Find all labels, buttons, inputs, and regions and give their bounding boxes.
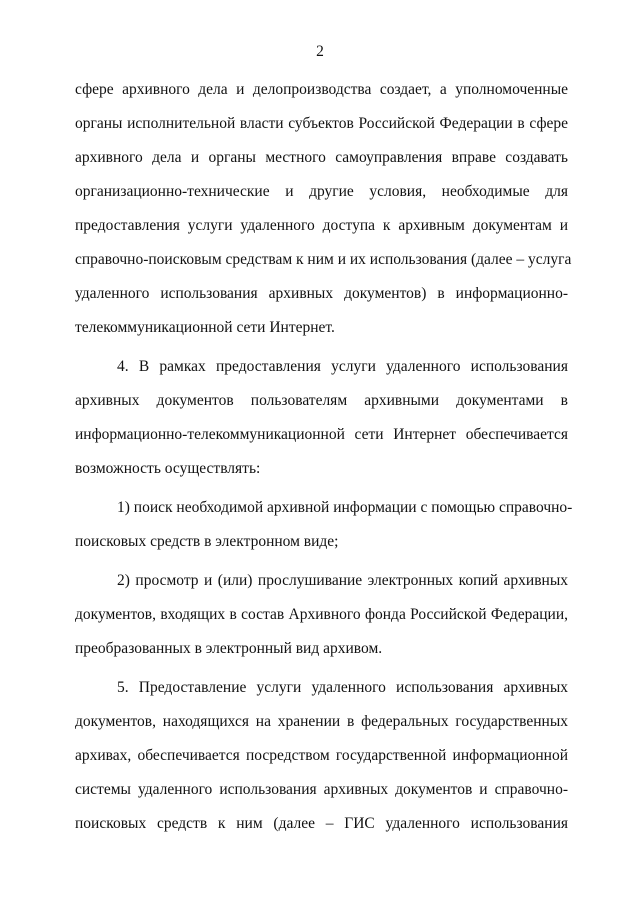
- text-line: документов, находящихся на хранении в федеральных государственных: [75, 713, 568, 730]
- page-number: 2: [316, 43, 324, 60]
- text-line: архивного дела и органы местного самоуправления вправе создавать: [75, 149, 568, 166]
- paragraph-subitem-2: [75, 569, 568, 671]
- text-line: удаленного использования архивных документов) в информационно-: [75, 285, 568, 302]
- text-line: 4. В рамках предоставления услуги удаленного использования: [117, 358, 568, 375]
- paragraph-item-5: [75, 676, 568, 846]
- text-line: 2) просмотр и (или) прослушивание электронных копий архивных: [117, 572, 568, 589]
- text-line: документов, входящих в состав Архивного фонда Российской Федерации,: [75, 606, 568, 623]
- text-line: справочно-поисковым средствам к ним и их использования (далее – услуга: [75, 251, 572, 268]
- paragraph-item-4: [75, 355, 568, 491]
- paragraph-subitem-1: [75, 496, 573, 564]
- text-line: преобразованных в электронный вид архивом.: [75, 640, 383, 657]
- text-line: информационно-телекоммуникационной сети Интернет обеспечивается: [75, 426, 568, 443]
- text-line: организационно-технические и другие условия, необходимые для: [75, 183, 568, 200]
- text-line: системы удаленного использования архивных документов и справочно-: [75, 781, 568, 798]
- text-line: поисковых средств к ним (далее – ГИС удаленного использования: [75, 815, 568, 832]
- text-line: 5. Предоставление услуги удаленного использования архивных: [117, 679, 568, 696]
- text-line: органы исполнительной власти субъектов Российской Федерации в сфере: [75, 115, 568, 132]
- text-line: телекоммуникационной сети Интернет.: [75, 319, 335, 336]
- paragraph-continuation: [75, 78, 572, 350]
- text-line: поисковых средств в электронном виде;: [75, 533, 339, 550]
- text-line: архивных документов пользователям архивными документами в: [75, 392, 568, 409]
- text-line: возможность осуществлять:: [75, 460, 261, 477]
- document-body: [75, 78, 573, 846]
- text-line: сфере архивного дела и делопроизводства создает, а уполномоченные: [75, 81, 568, 98]
- text-line: архивах, обеспечивается посредством государственной информационной: [75, 747, 568, 764]
- text-line: 1) поиск необходимой архивной информации с помощью справочно-: [117, 499, 573, 516]
- text-line: предоставления услуги удаленного доступа к архивным документам и: [75, 217, 568, 234]
